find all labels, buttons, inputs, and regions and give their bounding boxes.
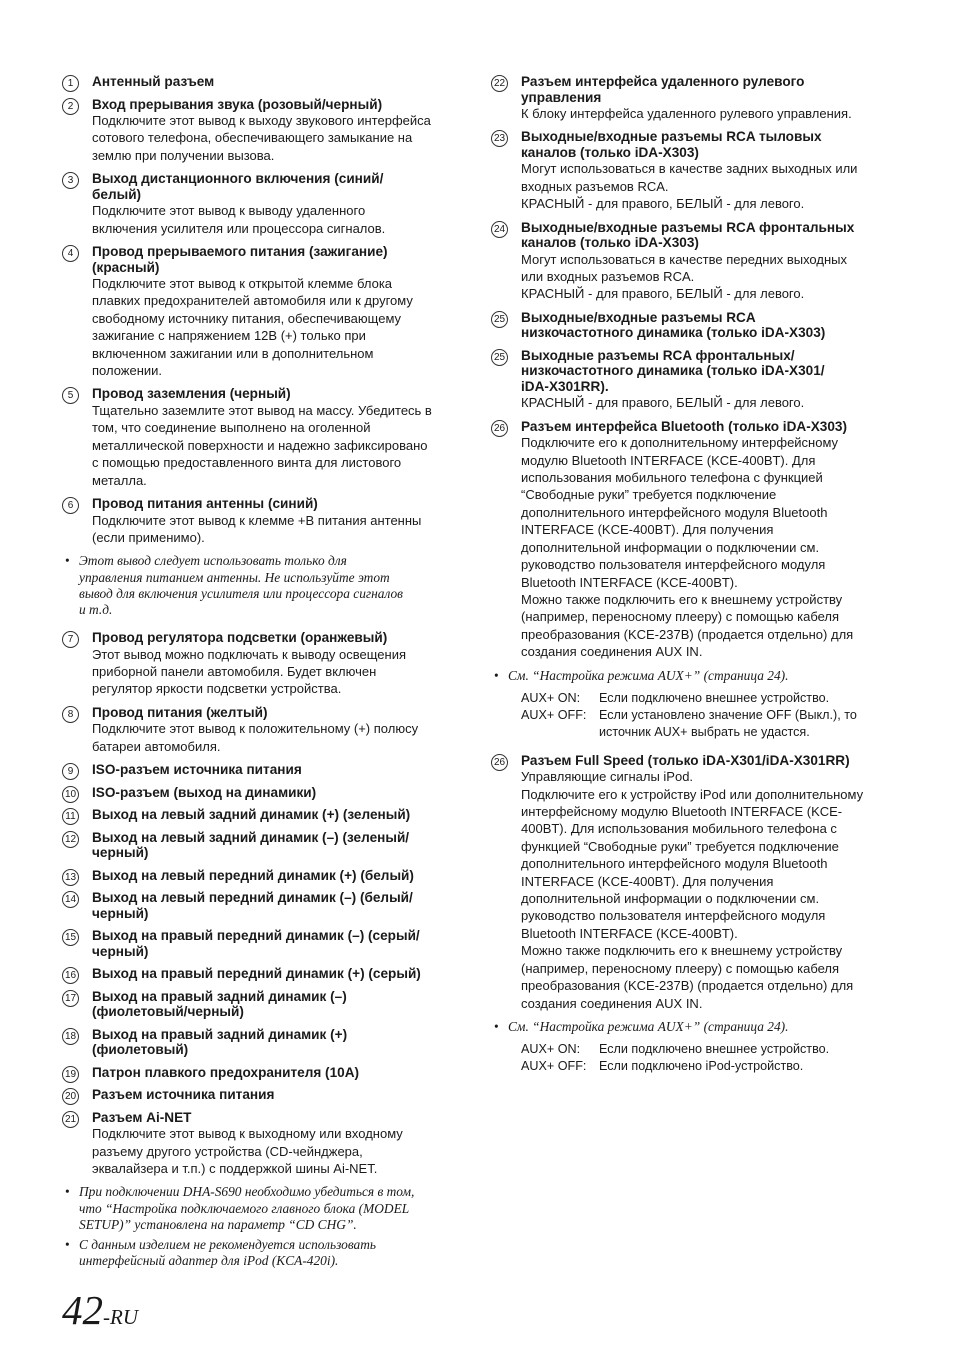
entry-title: Выходные разъемы RCA фронтальных/ низкочастотного динамика (только iDA-X301/ iDA-X301RR). [521,347,825,394]
item-number-badge: 25 [491,311,508,328]
entry-description: Могут использоваться в качестве задних выходных или входных разъемов RCA. КРАСНЫЙ - для правого, БЕЛЫЙ - для левого. [521,161,858,212]
connector-entry [62,807,462,823]
item-number-badge: 7 [62,631,79,648]
note-kca-420i [62,1237,462,1269]
item-number-badge: 25 [491,349,508,366]
connector-entry [491,129,891,212]
right-entries-group-1 [491,74,891,661]
page-number-suffix: -RU [103,1305,138,1329]
entry-description: КРАСНЫЙ - для правого, БЕЛЫЙ - для левого. [521,395,805,411]
connector-entry [62,785,462,801]
entry-title: Выход на правый задний динамик (–) (фиолетовый/черный) [92,988,347,1020]
bullet: • [65,1184,70,1200]
aux-settings-list-1 [491,690,891,741]
item-number-badge: 3 [62,172,79,189]
entry-description: Могут использоваться в качестве передних выходных или входных разъемов RCA. КРАСНЫЙ - для правого, БЕЛЫЙ - для левого. [521,251,847,302]
item-number-badge: 13 [62,869,79,886]
note-dha-s690 [62,1184,462,1233]
entry-title: Выходные/входные разъемы RCA тыловых каналов (только iDA-X303) [521,129,822,160]
connector-entry [491,753,891,1012]
page-number [62,1286,138,1334]
item-number-badge: 5 [62,387,79,404]
entry-title: Выходные/входные разъемы RCA низкочастотного динамика (только iDA-X303) [521,309,826,341]
bullet: • [65,1236,70,1252]
entry-title: Провод питания (желтый) [92,704,268,720]
connector-entry [62,97,462,165]
connector-entry [62,171,462,237]
entry-description: Подключите этот вывод к открытой клемме блока плавких предохранителей автомобиля или к другому свободному источнику питания, обеспечивающему зажигание с напряжением 12В (+) только при включенном зажигании или в дополнительном положении. [92,276,413,379]
item-number-badge: 19 [62,1066,79,1083]
note-text: С данным изделием не рекомендуется использовать интерфейсный адаптер для iPod (KCA-420i). [79,1236,377,1269]
connector-entry [491,348,891,412]
entry-title: Выход на левый задний динамик (–) (зеленый/ черный) [92,829,410,861]
item-number-badge: 20 [62,1088,79,1105]
aux-setting-row [521,707,891,741]
item-number-badge: 22 [491,75,508,92]
entry-description: Подключите этот вывод к выходному или входному разъему другого устройства (CD-чейнджера, эквалайзера и т.п.) с поддержкой шины Ai-NET. [92,1126,403,1176]
entry-title: Выход на правый передний динамик (–) (серый/ черный) [92,928,420,959]
entry-description: Подключите этот вывод к выходу звукового интерфейса сотового телефона, обеспечивающего замыкание на землю при получении вызова. [92,113,431,163]
entry-title: Выход на правый передний динамик (+) (серый) [92,966,421,982]
connector-entry [62,74,462,90]
connector-entry [62,705,462,755]
note-text: См. “Настройка режима AUX+” (страница 24). [508,667,789,683]
item-number-badge: 6 [62,497,79,514]
note-text: При подключении DHA-S690 необходимо убедиться в том, что “Настройка подключаемого главного блока (MODEL SETUP)” установлена на параметр “CD CHG”. [79,1184,415,1232]
left-entries-group-2 [62,630,462,1177]
aux-setting-key: AUX+ OFF: [521,1059,587,1074]
connector-entry [62,966,462,982]
connector-entry [491,74,891,122]
connector-entry [62,496,462,546]
connector-entry [491,220,891,303]
entry-title: Провод регулятора подсветки (оранжевый) [92,630,388,646]
left-entries-group-1 [62,74,462,546]
aux-setting-row [521,690,891,707]
entry-title: Провод питания антенны (синий) [92,496,318,511]
connector-entry [62,928,462,959]
aux-setting-key: AUX+ OFF: [521,707,587,722]
entry-title: Выход на левый задний динамик (+) (зеленый) [92,807,411,823]
connector-entry [491,310,891,341]
entry-title: ISO-разъем источника питания [92,762,302,778]
connector-entry [62,890,462,921]
bullet: • [65,553,70,569]
item-number-badge: 21 [62,1111,79,1128]
connector-entry [62,868,462,884]
item-number-badge: 11 [62,808,79,825]
entry-title: Разъем Full Speed (только iDA-X301/iDA-X301RR) [521,752,850,768]
entry-title: Разъем источника питания [92,1087,275,1103]
item-number-badge: 18 [62,1028,79,1045]
item-number-badge: 8 [62,706,79,723]
item-number-badge: 12 [62,831,79,848]
entry-title: Разъем интерфейса удаленного рулевого управления [521,74,805,105]
item-number-badge: 26 [491,754,508,771]
note-antenna [62,553,462,618]
entry-description: Подключите его к дополнительному интерфейсному модулю Bluetooth INTERFACE (KCE-400BT). Для использования мобильного телефона с функцией “Свободные руки” требуется подключение дополнительного интерфейсного модуля Bluetooth INTERFACE (KCE-400BT). Для получения дополнительной информации о подключении см. руководство пользователя интерфейсного модуля Bluetooth INTERFACE (KCE-400BT). Можно также подключить его к внешнему устройству (например, переносному плееру) с помощью кабеля преобразования (KCE-237B) (продается отдельно) для создания соединения AUX IN. [521,435,854,660]
entry-title: Разъем интерфейса Bluetooth (только iDA-X303) [521,418,848,434]
aux-setting-key: AUX+ ON: [521,690,581,705]
bullet: • [494,1018,499,1034]
item-number-badge: 14 [62,891,79,908]
entry-description: Управляющие сигналы iPod. Подключите его к устройству iPod или дополнительному интерфейсному модулю Bluetooth INTERFACE (KCE- 400BT). Для использования мобильного телефона с функцией “Свободные руки” требуется подключение дополнительного интерфейсного модуля Bluetooth INTERFACE (KCE-400BT). Для получения дополнительной информации о подключении см. руководство пользователя интерфейсного модуля Bluetooth INTERFACE (KCE-400BT). Можно также подключить его к внешнему устройству (например, переносному плееру) с помощью кабеля преобразования (KCE-237B) (продается отдельно) для создания соединения AUX IN. [521,769,864,1011]
item-number-badge: 23 [491,130,508,147]
item-number-badge: 9 [62,763,79,780]
connector-entry [62,1065,462,1081]
note-aux-mode-2 [491,1019,891,1035]
connector-entry [62,830,462,861]
connector-entry [62,1110,462,1178]
aux-setting-value: Если подключено внешнее устройство. [599,690,830,705]
entry-title: Разъем Ai-NET [92,1109,192,1125]
item-number-badge: 16 [62,967,79,984]
entry-description: Подключите этот вывод к положительному (+) полюсу батареи автомобиля. [92,721,419,754]
entry-title: Выход на правый задний динамик (+) (фиолетовый) [92,1026,348,1058]
item-number-badge: 24 [491,221,508,238]
entry-description: К блоку интерфейса удаленного рулевого управления. [521,106,852,121]
item-number-badge: 17 [62,990,79,1007]
right-column [491,74,891,1075]
connector-entry [491,419,891,661]
bullet: • [494,667,499,683]
item-number-badge: 1 [62,75,79,92]
entry-title: Вход прерывания звука (розовый/черный) [92,96,383,112]
aux-setting-value: Если подключено внешнее устройство. [599,1042,830,1057]
entry-title: Провод прерываемого питания (зажигание) (красный) [92,244,388,275]
connector-entry [62,630,462,698]
entry-title: Антенный разъем [92,74,215,89]
entry-title: Выход на левый передний динамик (–) (белый/ черный) [92,890,413,921]
connector-entry [62,244,462,379]
connector-entry [62,1027,462,1058]
aux-setting-row [521,1041,891,1058]
note-text: Этот вывод следует использовать только для управления питанием антенны. Не используйте этот вывод для включения усилителя или процессора сигналов и т.д. [79,553,403,617]
entry-title: Выход на левый передний динамик (+) (белый) [92,867,414,883]
connector-entry [62,1087,462,1103]
aux-setting-row [521,1058,891,1075]
entry-description: Этот вывод можно подключать к выводу освещения приборной панели автомобиля. Будет включен регулятор яркости подсветки устройства. [92,646,406,697]
page-number-value: 42 [62,1287,103,1333]
entry-description: Тщательно заземлите этот вывод на массу. Убедитесь в том, что соединение выполнено на оголенной металлической поверхности и надежно зафиксировано с помощью предоставленного винта для листового металла. [92,402,432,488]
aux-settings-list-2 [491,1041,891,1075]
entry-title: Патрон плавкого предохранителя (10A) [92,1064,360,1080]
entry-title: Провод заземления (черный) [92,386,291,402]
entry-title: ISO-разъем (выход на динамики) [92,784,317,800]
entry-title: Выход дистанционного включения (синий/ белый) [92,171,384,202]
item-number-badge: 10 [62,786,79,803]
item-number-badge: 26 [491,420,508,437]
aux-setting-key: AUX+ ON: [521,1042,581,1057]
item-number-badge: 2 [62,98,79,115]
note-text: См. “Настройка режима AUX+” (страница 24). [508,1018,789,1034]
entry-title: Выходные/входные разъемы RCA фронтальных каналов (только iDA-X303) [521,219,855,251]
connector-entry [62,762,462,778]
aux-setting-value: Если подключено iPod-устройство. [599,1059,804,1074]
connector-entry [62,386,462,489]
aux-setting-value: Если установлено значение OFF (Выкл.), то источник AUX+ выбрать не удастся. [599,707,857,739]
note-aux-mode-1 [491,668,891,684]
item-number-badge: 15 [62,929,79,946]
connector-entry [62,989,462,1020]
entry-description: Подключите этот вывод к клемме +B питания антенны (если применимо). [92,512,422,545]
item-number-badge: 4 [62,245,79,262]
left-column [62,74,462,1281]
right-entries-group-2 [491,753,891,1012]
entry-description: Подключите этот вывод к выводу удаленного включения усилителя или процессора сигналов. [92,203,386,236]
